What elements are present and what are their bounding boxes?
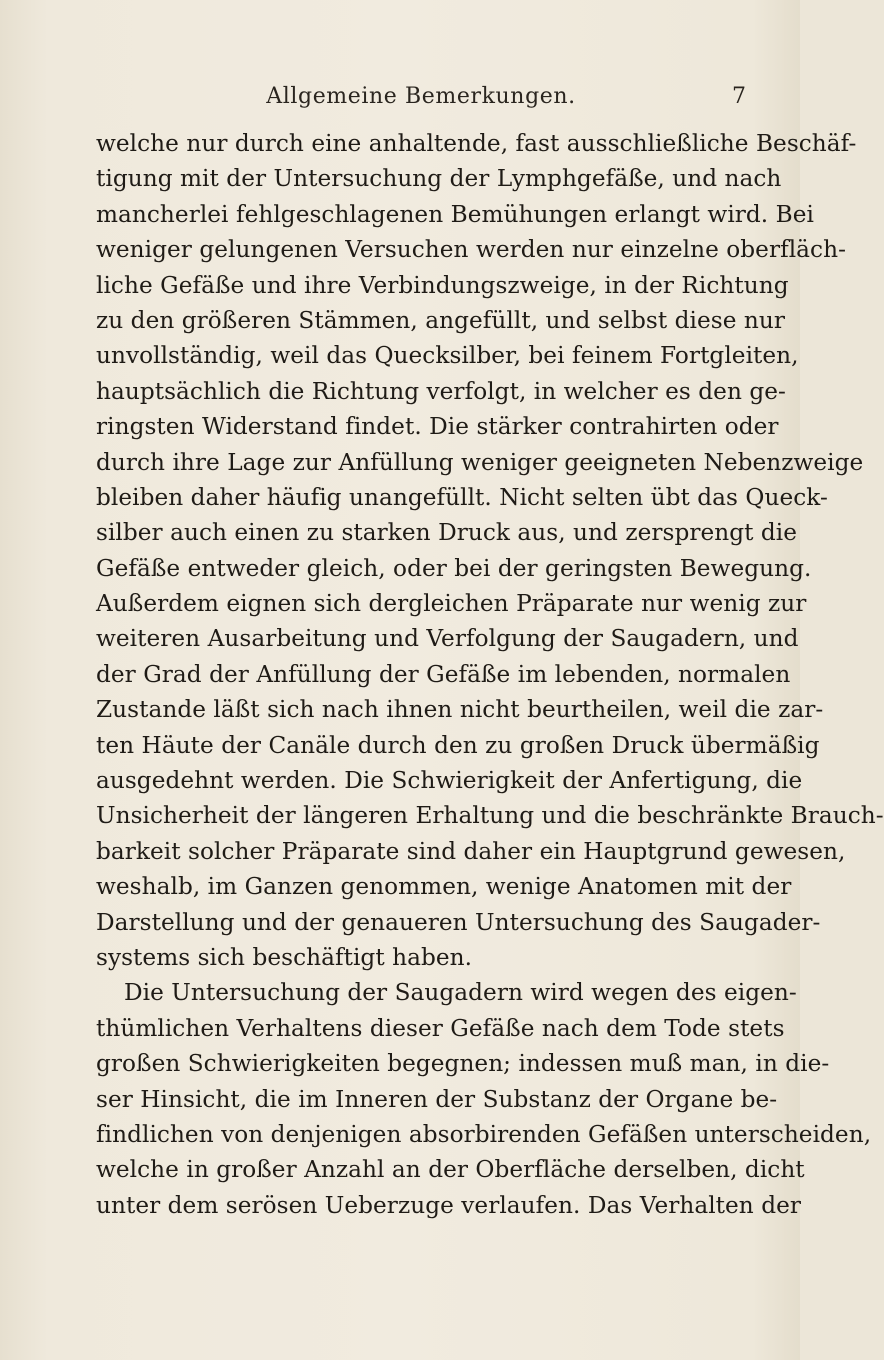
- text-line: findlichen von denjenigen absorbirenden Gefäßen unterscheiden,: [96, 1120, 872, 1148]
- text-line: tigung mit der Untersuchung der Lymphgefäße, und nach: [96, 165, 782, 193]
- text-line: großen Schwierigkeiten begegnen; indessen muß man, in die-: [96, 1050, 830, 1078]
- page-header: [96, 78, 746, 114]
- text-line: thümlichen Verhaltens dieser Gefäße nach dem Tode stets: [96, 1014, 785, 1042]
- text-line: weiteren Ausarbeitung und Verfolgung der Saugadern, und: [96, 625, 799, 653]
- text-line: weniger gelungenen Versuchen werden nur einzelne oberfläch-: [96, 236, 846, 264]
- text-line: liche Gefäße und ihre Verbindungszweige, in der Richtung: [96, 271, 789, 299]
- text-line: unvollständig, weil das Quecksilber, bei feinem Fortgleiten,: [96, 342, 799, 370]
- text-line: ausgedehnt werden. Die Schwierigkeit der Anfertigung, die: [96, 767, 803, 795]
- text-line: welche nur durch eine anhaltende, fast ausschließliche Beschäf-: [96, 130, 857, 157]
- text-line: der Grad der Anfüllung der Gefäße im lebenden, normalen: [96, 660, 791, 688]
- body-text: [96, 126, 884, 1223]
- text-line: zu den größeren Stämmen, angefüllt, und selbst diese nur: [96, 306, 786, 334]
- text-line: Darstellung und der genaueren Untersuchung des Saugader-: [96, 908, 821, 936]
- text-line: bleiben daher häufig unangefüllt. Nicht selten übt das Queck-: [96, 483, 828, 511]
- running-head: Allgemeine Bemerkungen.: [266, 84, 576, 109]
- text-line: Gefäße entweder gleich, oder bei der geringsten Bewegung.: [96, 554, 812, 582]
- text-line: hauptsächlich die Richtung verfolgt, in welcher es den ge-: [96, 377, 786, 405]
- text-line: Zustande läßt sich nach ihnen nicht beurtheilen, weil die zar-: [96, 696, 824, 724]
- text-line: ringsten Widerstand findet. Die stärker contrahirten oder: [96, 413, 779, 441]
- text-line: weshalb, im Ganzen genommen, wenige Anatomen mit der: [96, 873, 792, 901]
- text-line: welche in großer Anzahl an der Oberfläche derselben, dicht: [96, 1156, 805, 1184]
- text-line: unter dem serösen Ueberzuge verlaufen. Das Verhalten der: [96, 1191, 802, 1219]
- page-number: 7: [732, 84, 746, 109]
- text-line: ser Hinsicht, die im Inneren der Substanz der Organe be-: [96, 1085, 778, 1113]
- text-line: Außerdem eignen sich dergleichen Präparate nur wenig zur: [96, 590, 807, 618]
- text-line: Unsicherheit der längeren Erhaltung und die beschränkte Brauch-: [96, 802, 884, 830]
- text-line: silber auch einen zu starken Druck aus, und zersprengt die: [96, 519, 798, 547]
- text-line: mancherlei fehlgeschlagenen Bemühungen erlangt wird. Bei: [96, 200, 814, 228]
- text-line: durch ihre Lage zur Anfüllung weniger geeigneten Nebenzweige: [96, 448, 864, 476]
- text-line: systems sich beschäftigt haben.: [96, 943, 473, 971]
- text-line: ten Häute der Canäle durch den zu großen Druck übermäßig: [96, 731, 820, 759]
- text-line: Die Untersuchung der Saugadern wird wegen des eigen-: [124, 979, 797, 1007]
- text-line: barkeit solcher Präparate sind daher ein Hauptgrund gewesen,: [96, 837, 846, 865]
